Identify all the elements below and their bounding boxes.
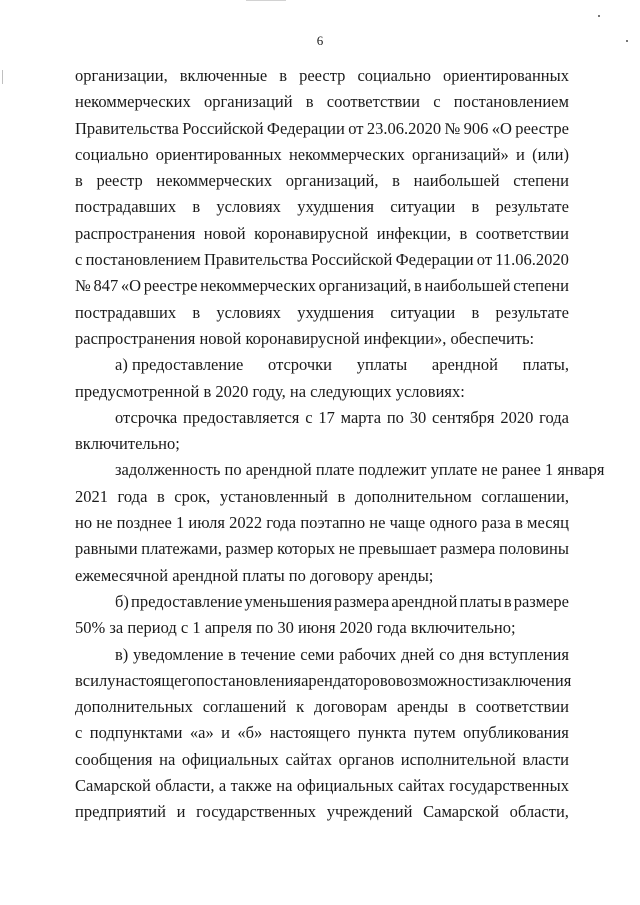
text-word: года — [266, 513, 297, 533]
text-word: задолженность по арендной плате подлежит уплате не ранее 1 января — [115, 460, 605, 480]
text-word: распространения — [75, 223, 196, 243]
text-word: опубликования — [463, 723, 569, 743]
text-word: года — [117, 486, 148, 506]
text-word: наибольшей — [413, 171, 500, 191]
text-word: в — [471, 197, 480, 217]
text-word: в — [192, 302, 201, 322]
text-word: с — [75, 723, 83, 743]
text-word: соответствии — [326, 92, 421, 112]
text-word: превышает — [358, 539, 437, 559]
text-word: в — [337, 486, 346, 506]
text-word: размере — [513, 591, 569, 611]
text-word: Российской — [311, 250, 393, 270]
text-word: ежемесячной арендной платы по договору аренды; — [75, 565, 434, 585]
text-word: года — [539, 407, 569, 427]
text-word: постановлением — [453, 92, 569, 112]
text-line — [75, 510, 569, 536]
text-word: 2021 — [75, 486, 108, 506]
text-line — [75, 536, 569, 562]
text-word: к — [296, 697, 305, 717]
text-word: половины — [499, 539, 569, 559]
text-word: Правительства — [75, 118, 179, 138]
text-word: которых — [277, 539, 336, 559]
text-word: дня — [459, 644, 485, 664]
text-word: уведомление — [133, 644, 224, 664]
text-word: результате — [495, 197, 569, 217]
text-word: установленный — [219, 486, 328, 506]
text-word: поэтапно — [300, 513, 366, 533]
text-word: № — [444, 118, 461, 138]
text-line — [75, 352, 569, 378]
text-word: органов — [338, 749, 395, 769]
text-word: официальных — [181, 749, 279, 769]
text-word: в — [471, 302, 480, 322]
text-word: постановлением — [85, 250, 201, 270]
text-word: некоммерческих — [288, 144, 405, 164]
text-line — [75, 615, 569, 641]
text-word: семи — [300, 644, 335, 664]
text-line — [75, 589, 569, 615]
text-word: ухудшения — [297, 197, 374, 217]
text-word: «а» — [189, 723, 214, 743]
text-word: вступления — [489, 644, 569, 664]
text-word: в — [503, 591, 512, 611]
text-word: раза — [481, 513, 511, 533]
text-word: социально — [75, 144, 149, 164]
text-word: от — [476, 250, 493, 270]
text-word: Правительства — [203, 250, 308, 270]
text-word: включительно; — [75, 434, 180, 454]
text-word: со — [439, 644, 455, 664]
text-word: Федерации — [395, 250, 474, 270]
text-word: арендаторов — [301, 670, 388, 690]
text-word: а) предоставление — [115, 355, 244, 375]
scan-artifact — [598, 15, 600, 17]
text-word: платы, — [522, 355, 569, 375]
text-word: 1 — [175, 513, 185, 533]
text-word: уплаты — [356, 355, 408, 375]
text-word: сайтах — [398, 776, 445, 796]
text-word: позднее — [116, 513, 172, 533]
text-word: арендной — [431, 355, 498, 375]
text-line — [75, 747, 569, 773]
text-word: некоммерческих — [75, 92, 191, 112]
scan-artifact — [246, 0, 286, 1]
text-word: в — [75, 670, 83, 690]
text-word: реестр — [96, 171, 143, 191]
text-word: сентября — [432, 407, 495, 427]
text-word: отсрочка — [115, 407, 178, 427]
text-word: не — [96, 513, 113, 533]
text-word: организации, — [75, 66, 168, 85]
text-line — [75, 326, 569, 352]
text-word: путем — [413, 723, 456, 743]
text-word: в — [156, 486, 165, 506]
text-word: с — [75, 250, 83, 270]
text-word: платы — [459, 591, 502, 611]
text-line — [75, 431, 569, 457]
text-word: государственных — [196, 802, 317, 822]
text-word: ситуации — [390, 302, 456, 322]
text-line — [75, 142, 569, 168]
text-word: одного — [429, 513, 478, 533]
text-word: аренды — [397, 697, 449, 717]
text-word: в — [192, 197, 201, 217]
text-line — [75, 379, 569, 405]
text-line — [75, 194, 569, 220]
text-word: предприятий — [75, 802, 166, 822]
text-word: 30 — [409, 407, 427, 427]
text-word: постановления — [196, 670, 302, 690]
text-word: настоящего — [269, 723, 351, 743]
text-word: наибольшей — [424, 276, 511, 296]
text-word: с — [433, 92, 441, 112]
text-word: с — [305, 407, 313, 427]
text-word: коронавирусной — [254, 223, 369, 243]
text-word: некоммерческих — [200, 276, 316, 296]
text-word: 50% за период с 1 апреля по 30 июня 2020 года включительно; — [75, 618, 516, 638]
text-word: срок, — [174, 486, 211, 506]
text-word: в) — [115, 644, 129, 664]
text-word: соответствии — [475, 697, 569, 717]
text-line — [75, 273, 569, 299]
text-word: настоящего — [115, 670, 197, 690]
text-word: в — [228, 644, 236, 664]
text-word: размер — [225, 539, 274, 559]
text-word: соглашении, — [481, 486, 569, 506]
text-line — [75, 221, 569, 247]
text-word: организаций» — [411, 144, 509, 164]
text-word: в — [305, 92, 314, 112]
text-word: дней — [401, 644, 435, 664]
text-line — [75, 694, 569, 720]
text-word: от — [348, 118, 364, 138]
text-word: отсрочки — [268, 355, 333, 375]
text-word: 906 — [463, 118, 489, 138]
text-word: ориентированных — [155, 144, 282, 164]
text-word: договорам — [313, 697, 388, 717]
text-word: и — [516, 144, 525, 164]
text-word: некоммерческих — [156, 171, 273, 191]
text-word: дополнительном — [354, 486, 472, 506]
text-line — [75, 63, 569, 89]
text-word: условиях — [216, 197, 281, 217]
text-word: месяц — [527, 513, 569, 533]
text-word: реестре — [515, 118, 569, 138]
text-word: учреждений — [326, 802, 413, 822]
text-word: официальных — [296, 776, 394, 796]
text-word: государственных — [449, 776, 569, 796]
text-word: равными — [75, 539, 138, 559]
text-word: пострадавших — [75, 302, 177, 322]
text-word: инфекции, — [376, 223, 452, 243]
text-word: течение — [240, 644, 296, 664]
text-word: арендной — [391, 591, 458, 611]
text-word: «О — [120, 276, 142, 296]
text-line — [75, 642, 569, 668]
text-word: не — [369, 513, 386, 533]
text-word: Федерации — [266, 118, 345, 138]
text-line — [75, 457, 605, 483]
text-word: результате — [495, 302, 569, 322]
text-word: «О — [491, 118, 512, 138]
text-line — [75, 89, 569, 115]
text-word: степени — [513, 276, 569, 296]
text-word: в — [458, 697, 466, 717]
text-line — [75, 168, 569, 194]
text-word: сайтах — [285, 749, 333, 769]
text-word: и — [176, 802, 186, 822]
text-word: организаций — [203, 92, 293, 112]
text-word: в — [75, 171, 83, 191]
text-word: 2022 — [229, 513, 263, 533]
text-word: о — [387, 670, 396, 690]
text-line — [75, 247, 569, 273]
text-word: по — [386, 407, 404, 427]
text-word: марта — [340, 407, 382, 427]
text-word: реестре — [143, 276, 198, 296]
text-line — [75, 799, 569, 825]
text-word: организаций, — [318, 276, 412, 296]
text-word: степени — [513, 171, 569, 191]
text-word: сообщения — [75, 749, 153, 769]
text-word: власти — [522, 749, 569, 769]
text-word: силу — [82, 670, 116, 690]
page-number: 6 — [316, 33, 324, 48]
text-word: чаще — [389, 513, 426, 533]
text-word: и — [221, 723, 230, 743]
text-word: 2020 — [500, 407, 534, 427]
text-word: размера — [440, 539, 496, 559]
text-word: а — [218, 776, 227, 796]
text-word: 23.06.2020 — [366, 118, 442, 138]
text-line — [75, 720, 569, 746]
text-word: платежами, — [141, 539, 222, 559]
text-word: заключения — [488, 670, 572, 690]
text-word: также — [230, 776, 272, 796]
text-word: Самарской — [75, 776, 151, 796]
text-word: подпунктами — [89, 723, 183, 743]
text-word: 17 — [318, 407, 335, 427]
text-word: новой — [203, 223, 246, 243]
text-line — [75, 300, 569, 326]
text-word: не — [338, 539, 355, 559]
text-word: 11.06.2020 — [495, 250, 569, 270]
text-word: в — [414, 276, 422, 296]
text-word: но — [75, 513, 93, 533]
text-word: (или) — [532, 144, 569, 164]
text-line — [75, 773, 569, 799]
text-word: Российской — [182, 118, 264, 138]
text-word: в — [279, 66, 288, 85]
text-line — [75, 116, 569, 142]
text-word: ухудшения — [297, 302, 374, 322]
text-word: условиях — [216, 302, 281, 322]
text-word: рабочих — [339, 644, 397, 664]
text-word: пункта — [357, 723, 407, 743]
text-line — [75, 668, 572, 694]
text-word: № — [75, 276, 91, 296]
text-word: организаций, — [285, 171, 379, 191]
text-word: предусмотренной в 2020 году, на следующих условиях: — [75, 381, 465, 401]
text-word: ориентированных — [443, 66, 569, 85]
text-word: Самарской — [423, 802, 499, 822]
text-word: социально — [357, 66, 431, 85]
text-word: предоставление — [130, 591, 243, 611]
text-word: в — [459, 223, 468, 243]
text-word: дополнительных — [75, 697, 193, 717]
text-word: июля — [188, 513, 225, 533]
text-word: б) — [115, 591, 129, 611]
text-word: уменьшения — [244, 591, 332, 611]
text-word: на — [276, 776, 293, 796]
text-word: реестр — [299, 66, 346, 85]
text-line — [75, 405, 569, 431]
text-word: предоставляется — [183, 407, 300, 427]
text-word: соответствии — [475, 223, 569, 243]
text-word: пострадавших — [75, 197, 177, 217]
text-word: включенные — [179, 66, 268, 85]
text-word: на — [159, 749, 176, 769]
text-word: области, — [509, 802, 569, 822]
text-word: исполнительной — [400, 749, 516, 769]
text-word: в — [515, 513, 523, 533]
text-word: размера — [334, 591, 390, 611]
text-word: 847 — [93, 276, 119, 296]
text-word: области, — [155, 776, 215, 796]
text-word: распространения новой коронавирусной инфекции», обеспечить: — [75, 328, 535, 348]
text-word: соглашений — [202, 697, 287, 717]
text-line — [75, 484, 569, 510]
document-body — [75, 63, 605, 826]
text-word: возможности — [395, 670, 489, 690]
text-word: ситуации — [390, 197, 456, 217]
text-word: в — [392, 171, 400, 191]
text-word: «б» — [237, 723, 263, 743]
text-line — [75, 563, 569, 589]
scan-artifact — [2, 70, 3, 84]
